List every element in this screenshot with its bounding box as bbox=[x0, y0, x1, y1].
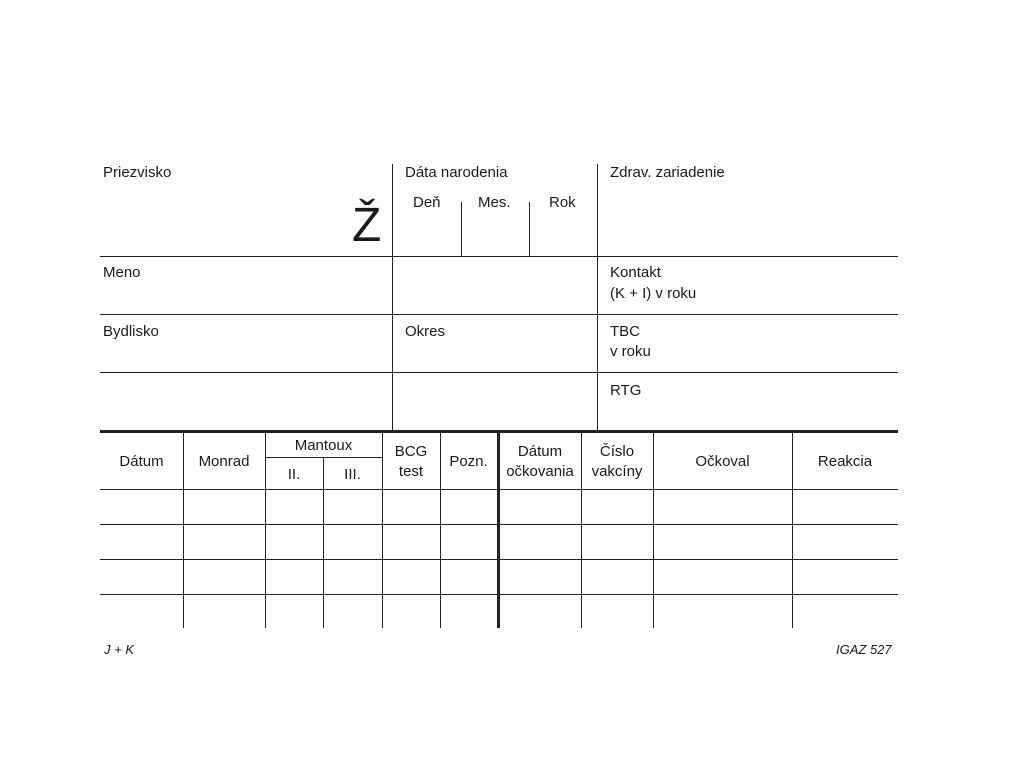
surname-label: Priezvisko bbox=[103, 164, 172, 181]
col-header-mantoux: Mantoux bbox=[294, 437, 353, 454]
month-label: Mes. bbox=[478, 194, 511, 211]
year-label: Rok bbox=[549, 194, 576, 211]
footer-left: J + K bbox=[104, 642, 134, 657]
col-header-vaccine-no-line1: Číslo bbox=[599, 443, 635, 460]
divider-month-year bbox=[529, 202, 530, 256]
residence-label: Bydlisko bbox=[103, 323, 159, 340]
contact-label-line1: Kontakt bbox=[610, 264, 661, 281]
col-header-mantoux-iii: III. bbox=[344, 466, 361, 483]
col-header-date: Dátum bbox=[119, 453, 164, 470]
divider-row-2 bbox=[100, 314, 898, 315]
birth-date-label: Dáta narodenia bbox=[405, 164, 508, 181]
facility-label: Zdrav. zariadenie bbox=[610, 164, 725, 181]
district-label: Okres bbox=[405, 323, 446, 340]
col-header-bcg-line1: BCG bbox=[394, 443, 428, 460]
divider-day-month bbox=[461, 202, 462, 256]
tbc-label-line2: v roku bbox=[610, 343, 651, 360]
col-header-vaccinated-by: Očkoval bbox=[695, 453, 750, 470]
divider-row-3 bbox=[100, 372, 898, 373]
divider-col-1 bbox=[392, 164, 393, 430]
col-line-monrad-mantoux bbox=[265, 431, 266, 628]
contact-label-line2: (K + I) v roku bbox=[610, 285, 697, 302]
col-header-reaction: Reakcia bbox=[817, 453, 873, 470]
col-header-vacc-date-line1: Dátum bbox=[517, 443, 563, 460]
divider-row-1 bbox=[100, 256, 898, 257]
tbc-label-line1: TBC bbox=[610, 323, 640, 340]
col-header-vaccine-no-line2: vakcíny bbox=[591, 463, 643, 480]
col-header-bcg-line2: test bbox=[398, 463, 424, 480]
col-header-note: Pozn. bbox=[449, 453, 488, 470]
name-label: Meno bbox=[103, 264, 141, 281]
col-header-mantoux-ii: II. bbox=[287, 466, 301, 483]
rtg-label: RTG bbox=[610, 382, 642, 399]
gender-mark: Ž bbox=[352, 199, 382, 252]
divider-col-2 bbox=[597, 164, 598, 430]
col-header-monrad: Monrad bbox=[198, 453, 250, 470]
day-label: Deň bbox=[413, 194, 441, 211]
footer-right: IGAZ 527 bbox=[836, 642, 892, 657]
col-header-vacc-date-line2: očkovania bbox=[506, 463, 574, 480]
